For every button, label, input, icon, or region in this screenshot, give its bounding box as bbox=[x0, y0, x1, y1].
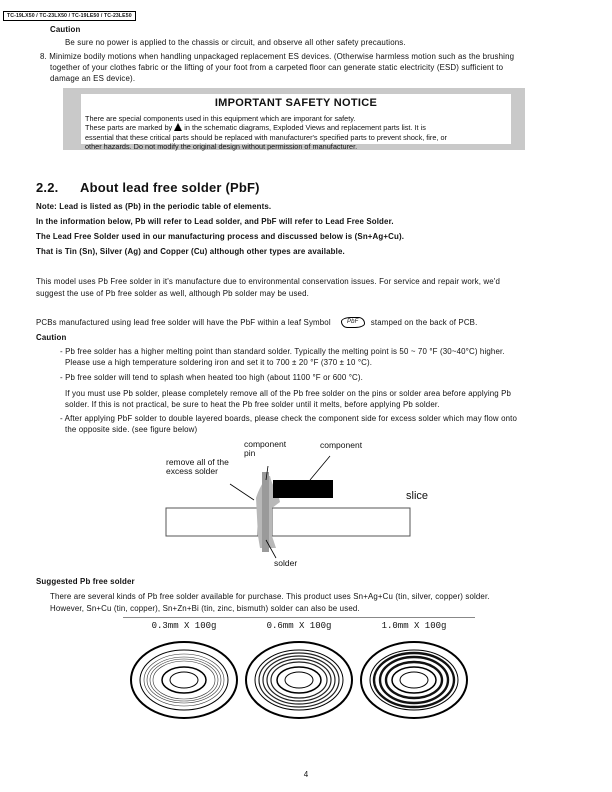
suggested-line1: There are several kinds of Pb free solder available for purchase. This product uses Sn+Ag+Cu (tin, silver, copper) solder. bbox=[50, 592, 490, 601]
caution-bullet: - After applying PbF solder to double layered boards, please check the component side for excess solder which may flow onto bbox=[60, 414, 518, 423]
pbf-text-after: stamped on the back of PCB. bbox=[370, 318, 478, 327]
item8-line2: together of your clothes fabric or the lifting of your foot from a carpeted floor can generate static electricity (ESD) sufficient to bbox=[50, 63, 504, 72]
spool-label: 1.0mm X 100g bbox=[381, 621, 447, 631]
para1-line1: This model uses Pb Free solder in it's manufacture due to environmental conservation issues. For service and repair work, we'd bbox=[36, 277, 500, 286]
solder-spool-thin bbox=[129, 640, 239, 720]
section-title: About lead free solder (PbF) bbox=[80, 180, 260, 195]
note-line: Note: Lead is listed as (Pb) in the periodic table of elements. bbox=[36, 202, 272, 211]
spool-label: 0.3mm X 100g bbox=[151, 621, 217, 631]
component-body bbox=[273, 480, 333, 498]
caution-bullet: - Pb free solder has a higher melting point than standard solder. Typically the melting point is 50 ~ 70 °F (30~40°C) higher. bbox=[60, 347, 505, 356]
item8-line1: 8. Minimize bodily motions when handling unpackaged replacement ES devices. (Otherwise harmless motion such as the brushing bbox=[40, 52, 515, 61]
note-line: The Lead Free Solder used in our manufacturing process and discussed below is (Sn+Ag+Cu). bbox=[36, 232, 405, 241]
safety-notice-title: IMPORTANT SAFETY NOTICE bbox=[214, 97, 378, 109]
notice-line-part: These parts are marked by bbox=[85, 123, 173, 133]
note-line: In the information below, Pb will refer to Lead solder, and PbF will refer to Lead Free Solder. bbox=[36, 217, 394, 226]
solder-spool-thick bbox=[359, 640, 469, 720]
caution-bullet: If you must use Pb solder, please completely remove all of the Pb free solder on the pins or solder area before applying Pb bbox=[65, 389, 512, 398]
caution-bullet: - Pb free solder will tend to splash when heated too high (about 1100 °F or 600 °C). bbox=[60, 373, 363, 382]
caution-text: Be sure no power is applied to the chassis or circuit, and observe all other safety precautions. bbox=[65, 38, 406, 47]
caution2-title: Caution bbox=[36, 333, 67, 342]
solder-spool-medium bbox=[244, 640, 354, 720]
caution-bullet: solder. If this is not practical, be sure to heat the Pb free solder until it melts, before applying Pb solder. bbox=[65, 400, 440, 409]
label-component-pin: component pin bbox=[244, 439, 287, 458]
section-number: 2.2. bbox=[36, 180, 59, 195]
solder-slice-figure bbox=[160, 436, 460, 576]
component-pin bbox=[262, 472, 269, 552]
pbf-leaf-symbol-icon: PbF bbox=[341, 317, 365, 328]
safety-notice-box bbox=[63, 88, 525, 150]
solder-spools bbox=[123, 617, 475, 728]
para1-line2: suggest the use of Pb free solder as well, although Pb solder may be used. bbox=[36, 289, 309, 298]
pbf-paragraph bbox=[36, 317, 477, 328]
notice-line: essential that these critical parts should be replaced with manufacturer's specified parts to prevent shock, fire, or bbox=[85, 132, 447, 142]
pbf-text-before: PCBs manufactured using lead free solder will have the PbF within a leaf Symbol bbox=[36, 318, 331, 327]
notice-line bbox=[85, 123, 507, 132]
label-component: component bbox=[320, 440, 363, 450]
page-number: 4 bbox=[303, 770, 309, 779]
label-solder: solder bbox=[274, 558, 298, 568]
note-line: That is Tin (Sn), Silver (Ag) and Copper (Cu) although other types are available. bbox=[36, 247, 345, 256]
warning-triangle-icon bbox=[174, 123, 182, 131]
section-heading bbox=[36, 180, 260, 195]
notice-line: other hazards. Do not modify the original design without permission of manufacturer. bbox=[85, 142, 358, 152]
caution-bullet: Please use a high temperature soldering iron and set it to 700 ± 20 °F (370 ± 10 °C). bbox=[65, 358, 373, 367]
suggested-line2: However, Sn+Cu (tin, copper), Sn+Zn+Bi (tin, zinc, bismuth) solder can also be used. bbox=[50, 604, 360, 613]
pcb-right bbox=[272, 508, 410, 536]
label-slice: slice bbox=[406, 490, 429, 502]
caution-title: Caution bbox=[50, 25, 81, 34]
notice-line-part: in the schematic diagrams, Exploded Views and replacement parts list. It is bbox=[184, 123, 426, 133]
notice-line: There are special components used in this equipment which are imporant for safety. bbox=[85, 114, 356, 123]
label-remove-excess: remove all of the excess solder bbox=[166, 457, 229, 476]
spool-label: 0.6mm X 100g bbox=[266, 621, 332, 631]
caution-bullet: the opposite side. (see figure below) bbox=[65, 425, 198, 434]
pcb-left bbox=[166, 508, 258, 536]
item8-line3: damage an ES device). bbox=[50, 74, 136, 83]
safety-notice-body bbox=[85, 114, 507, 152]
suggested-title: Suggested Pb free solder bbox=[36, 577, 135, 586]
model-header: TC-19LX50 / TC-23LX50 / TC-19LE50 / TC-23LE50 bbox=[3, 11, 136, 21]
